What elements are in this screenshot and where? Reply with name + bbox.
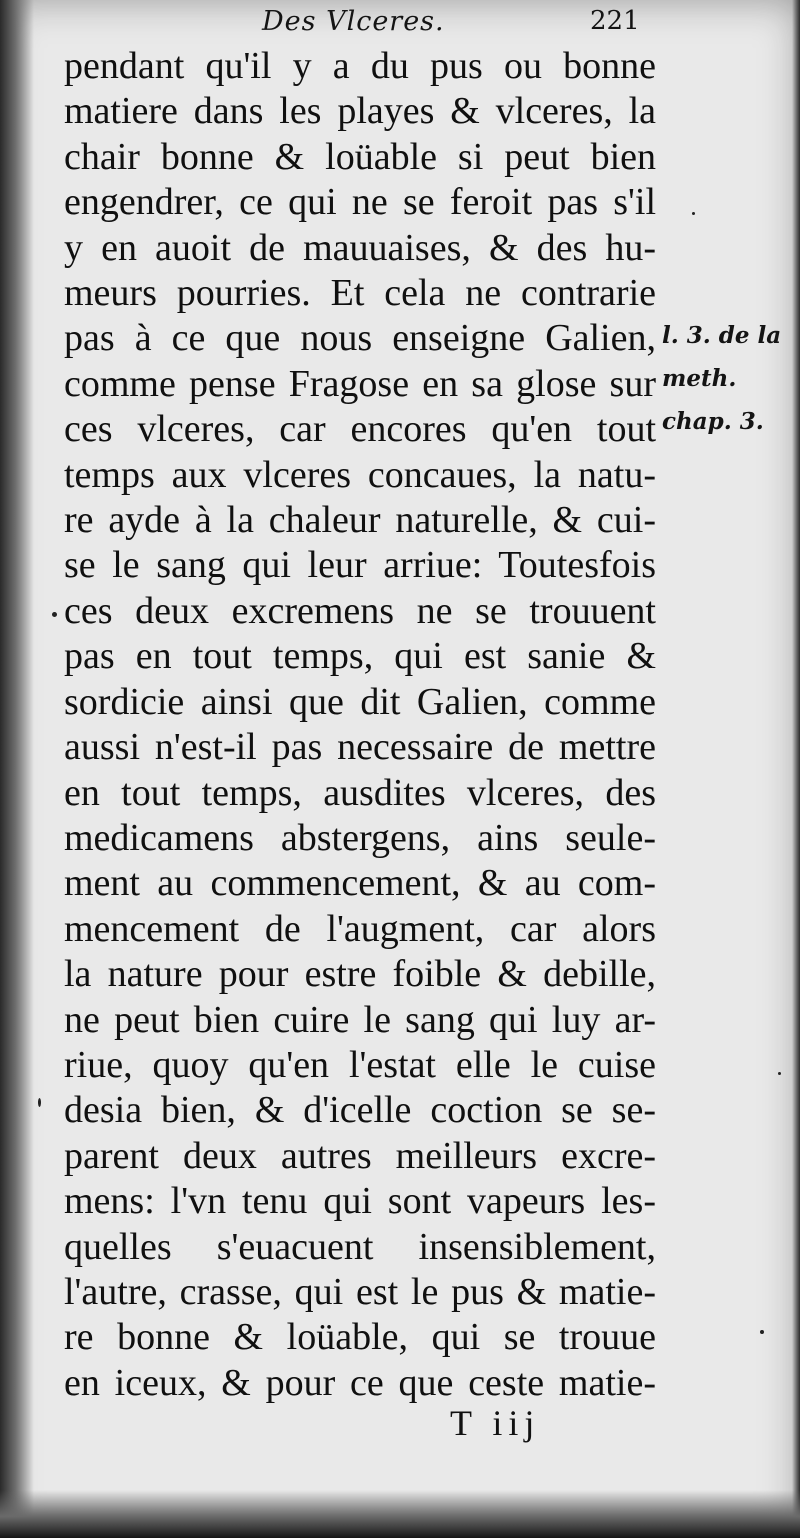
text-line: riue, quoy qu'en l'estat elle le cuise — [64, 1043, 656, 1086]
text-line: quelles s'euacuent insensiblement, — [64, 1225, 656, 1268]
text-line: ment au commencement, & au com- — [64, 862, 656, 905]
text-line: aussi n'est-il pas necessaire de mettre — [64, 726, 656, 769]
margin-note-line: chap. 3. — [662, 408, 764, 435]
text-line: comme pense Fragose en sa glose sur — [64, 362, 656, 405]
page-number: 221 — [590, 6, 640, 36]
text-line: ne peut bien cuire le sang qui luy ar- — [64, 998, 656, 1041]
text-line: pas à ce que nous enseigne Galien, — [64, 317, 656, 360]
text-line: re bonne & loüable, qui se trouue — [64, 1316, 656, 1359]
text-line: y en auoit de mauuaises, & des hu- — [64, 226, 656, 269]
text-line: re ayde à la chaleur naturelle, & cui- — [64, 499, 656, 542]
text-line: se le sang qui leur arriue: Toutesfois — [64, 544, 656, 587]
page-left-shadow — [0, 0, 34, 1538]
text-line: pas en tout temps, qui est sanie & — [64, 635, 656, 678]
margin-note-line: l. 3. de la — [662, 322, 782, 349]
ink-speck — [760, 1330, 764, 1334]
ink-speck — [778, 1072, 781, 1075]
text-line: pendant qu'il y a du pus ou bonne — [64, 45, 656, 87]
text-line: en iceux, & pour ce que ceste matie- — [64, 1361, 656, 1404]
text-line: la nature pour estre foible & debille, — [64, 953, 656, 996]
text-line: mencement de l'augment, car alors — [64, 907, 656, 950]
text-line: meurs pourries. Et cela ne contrarie — [64, 272, 656, 315]
page-right-shadow — [792, 0, 800, 1538]
text-line: l'autre, crasse, qui est le pus & matie- — [64, 1270, 656, 1313]
body-text — [64, 44, 656, 1406]
ink-speck — [692, 212, 695, 215]
text-line: temps aux vlceres concaues, la natu- — [64, 453, 656, 496]
text-line: engendrer, ce qui ne se feroit pas s'il — [64, 181, 656, 224]
page-bottom-shadow — [0, 1490, 800, 1538]
running-title: Des Vlceres. — [262, 6, 445, 37]
text-line: ces vlceres, car encores qu'en tout — [64, 408, 656, 451]
text-line: parent deux autres meilleurs excre- — [64, 1134, 656, 1177]
ink-speck — [38, 1098, 41, 1107]
margin-note-line: meth. — [662, 365, 737, 392]
ink-speck — [52, 612, 57, 617]
margin-note — [662, 314, 796, 443]
signature-mark: T iij — [450, 1403, 541, 1443]
text-line: ces deux excremens ne se trouuent — [64, 589, 656, 632]
text-line: chair bonne & loüable si peut bien — [64, 135, 656, 178]
text-line: matiere dans les playes & vlceres, la — [64, 90, 656, 133]
text-line: sordicie ainsi que dit Galien, comme — [64, 680, 656, 723]
text-line: desia bien, & d'icelle coction se se- — [64, 1089, 656, 1132]
text-line: medicamens abstergens, ains seule- — [64, 816, 656, 859]
text-line: en tout temps, ausdites vlceres, des — [64, 771, 656, 814]
text-line: mens: l'vn tenu qui sont vapeurs les- — [64, 1180, 656, 1223]
